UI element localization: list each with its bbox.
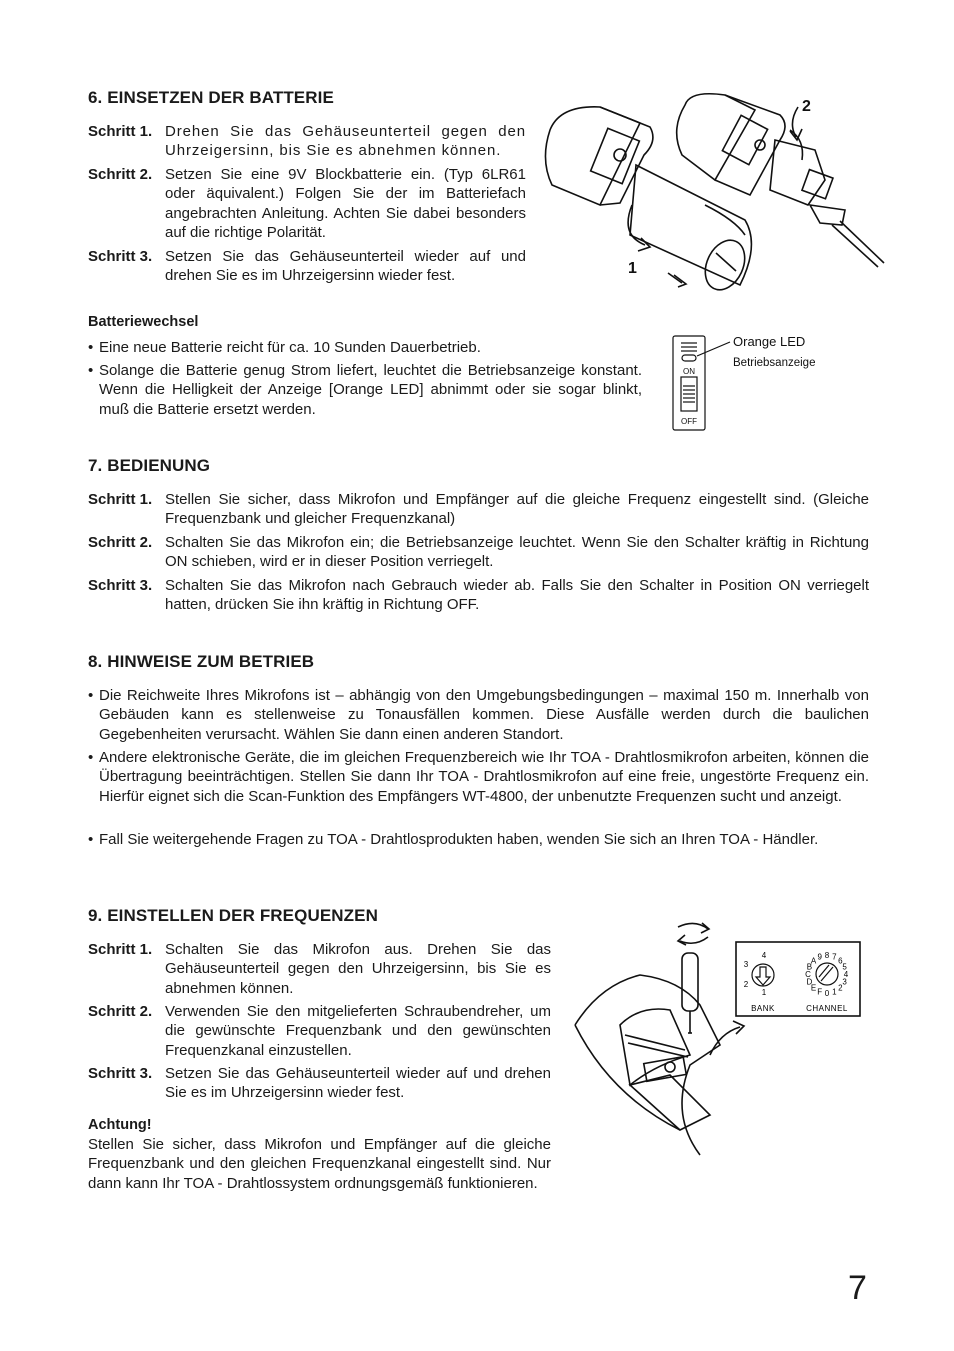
battery-insertion-illustration: [540, 85, 885, 300]
caution-text: Stellen Sie sicher, dass Mikrofon und Empfänger auf die gleiche Frequenzbank und den gleichen Frequenzkanal eingestellt sind. Nur dann kann Ihr TOA - Drahtlossystem ordnungsgemäß funktionieren.: [88, 1136, 551, 1192]
battery-change-subtitle: Batteriewechsel: [88, 314, 199, 330]
step-label: Schritt 2.: [88, 1003, 153, 1020]
sec6-step-1: [88, 122, 526, 162]
step-text: Stellen Sie sicher, dass Mikrofon und Empfänger auf die gleiche Frequenz eingestellt sind. (Gleiche Frequenzbank und gleicher Frequenzkanal): [165, 491, 869, 528]
bullet-text: Fall Sie weitergehende Fragen zu TOA - Drahtlosprodukten haben, wenden Sie sich an Ihren TOA - Händler.: [99, 831, 819, 848]
bank-digit: 2: [743, 980, 749, 989]
channel-digit: 3: [842, 977, 847, 987]
step-text: Schalten Sie das Mikrofon nach Gebrauch wieder ab. Falls Sie den Schalter in Position ON verriegelt hatten, drücken Sie ihn kräftig in Richtung OFF.: [165, 577, 869, 614]
bullet-dot: •: [88, 749, 94, 766]
section-9-title: 9. EINSTELLEN DER FREQUENZEN: [88, 906, 378, 925]
step-label: Schritt 3.: [88, 577, 153, 594]
figure-label-2: 2: [802, 98, 811, 115]
channel-digit: E: [810, 983, 817, 993]
caution-title: Achtung!: [88, 1117, 152, 1133]
step-label: Schritt 3.: [88, 1065, 153, 1082]
orange-led-label: Orange LED: [733, 334, 806, 349]
sec8-bullet-2: [88, 748, 869, 828]
step-label: Schritt 1.: [88, 941, 153, 958]
switch-on-label: ON: [683, 367, 695, 376]
bank-digit: 3: [743, 960, 749, 969]
channel-switch: [816, 963, 838, 985]
step-text: Schalten Sie das Mikrofon aus. Drehen Sie das Gehäuseunterteil gegen den Uhrzeigersinn, bis Sie es abnehmen können.: [165, 941, 551, 997]
sec9-step-2: [88, 1002, 551, 1062]
page-number: 7: [848, 1269, 867, 1307]
channel-digit: D: [806, 977, 813, 987]
channel-digit: C: [805, 970, 811, 979]
bullet-text: Eine neue Batterie reicht für ca. 10 Sunden Dauerbetrieb.: [99, 339, 481, 356]
channel-digit: 7: [832, 952, 837, 962]
step-text: Verwenden Sie den mitgelieferten Schraubendreher, um die gewünschte Frequenzbank und den gewünschten Frequenzkanal einzustellen.: [165, 1003, 551, 1059]
channel-digit: B: [806, 962, 813, 972]
power-switch-illustration: [668, 330, 838, 434]
section-6-title: 6. EINSETZEN DER BATTERIE: [88, 88, 334, 107]
step-text: Setzen Sie das Gehäuseunterteil wieder auf und drehen Sie es im Uhrzeigersinn wieder fest.: [165, 1065, 551, 1102]
sec6-bullet-2: [88, 361, 642, 421]
channel-digit: 6: [838, 956, 843, 966]
sec8-bullet-3: [88, 830, 869, 870]
channel-digit: F: [817, 987, 823, 997]
bullet-text: Die Reichweite Ihres Mikrofons ist – abhängig von den Umgebungsbedingungen – maximal 150 m. Innerhalb von Gebäuden kann es stellenweise zu Tonausfällen kommen. Diese Ausfälle werden durch die baulichen Gegebenheiten verursacht. Wählen Sie dann einen anderen Standort.: [99, 687, 869, 743]
sec7-step-2: [88, 533, 869, 573]
led-sub-label: Betriebsanzeige: [733, 357, 816, 369]
channel-label: CHANNEL: [806, 1004, 848, 1013]
sec7-step-3: [88, 576, 869, 616]
step-text: Schalten Sie das Mikrofon ein; die Betriebsanzeige leuchtet. Wenn Sie den Schalter kräftig in Richtung ON schieben, wird er in dieser Position verriegelt.: [165, 534, 869, 571]
channel-digit: 1: [832, 987, 837, 997]
step-text: Drehen Sie das Gehäuseunterteil gegen den Uhrzeigersinn, bis Sie es abnehmen können.: [165, 123, 526, 160]
sec6-step-2: [88, 165, 526, 245]
section-7-title: 7. BEDIENUNG: [88, 456, 211, 475]
step-label: Schritt 1.: [88, 491, 153, 508]
bank-switch: [752, 964, 774, 986]
channel-digit: 9: [817, 952, 822, 962]
bullet-dot: •: [88, 687, 94, 704]
step-text: Setzen Sie eine 9V Blockbatterie ein. (Typ 6LR61 oder äquivalent.) Folgen Sie der im Batteriefach angebrachten Anleitung. Achten Sie dabei besonders auf die richtige Polarität.: [165, 166, 526, 242]
step-label: Schritt 2.: [88, 534, 153, 551]
channel-digit: 8: [824, 951, 830, 960]
frequency-setting-illustration: [570, 915, 870, 1165]
screwdriver-icon: [682, 953, 698, 1011]
step-label: Schritt 2.: [88, 166, 153, 183]
switch-off-label: OFF: [681, 417, 697, 426]
bank-digit: 4: [761, 951, 767, 960]
channel-digit: 5: [842, 962, 847, 972]
sec8-bullet-1: [88, 686, 869, 746]
sec6-bullet-1: [88, 338, 642, 358]
channel-digit: A: [810, 956, 817, 966]
step-text: Setzen Sie das Gehäuseunterteil wieder auf und drehen Sie es im Uhrzeigersinn wieder fest.: [165, 248, 526, 285]
bullet-dot: •: [88, 831, 94, 848]
sec7-step-1: [88, 490, 869, 530]
bullet-text: Andere elektronische Geräte, die im gleichen Frequenzbereich wie Ihr TOA - Drahtlosmikrofon arbeiten, können die Übertragung beeinträchtigen. Stellen Sie dann Ihr TOA - Drahtlosmikrofon auf eine freie, ungestörte Frequenz ein. Hierfür eignet sich die Scan-Funktion des Empfängers WT-4800, der unbenutzte Frequenzen sucht und anzeigt.: [99, 749, 869, 805]
bullet-text: Solange die Batterie genug Strom liefert, leuchtet die Betriebsanzeige konstant. Wenn die Helligkeit der Anzeige [Orange LED] abnimmt oder sie sogar blinkt, muß die Batterie ersetzt werden.: [99, 362, 642, 418]
bank-digit: 1: [761, 988, 767, 997]
channel-digit: 4: [843, 970, 849, 979]
led-indicator: [682, 355, 696, 361]
channel-digit: 0: [824, 989, 830, 998]
bank-label: BANK: [751, 1004, 775, 1013]
channel-digit: 2: [838, 983, 843, 993]
bullet-dot: •: [88, 362, 94, 379]
sec6-step-3: [88, 247, 526, 287]
sec9-step-3: [88, 1064, 551, 1104]
step-label: Schritt 3.: [88, 248, 153, 265]
section-8-title: 8. HINWEISE ZUM BETRIEB: [88, 652, 315, 671]
figure-label-1: 1: [628, 260, 637, 277]
step-label: Schritt 1.: [88, 123, 153, 140]
bullet-dot: •: [88, 339, 94, 356]
sec9-step-1: [88, 940, 551, 1000]
